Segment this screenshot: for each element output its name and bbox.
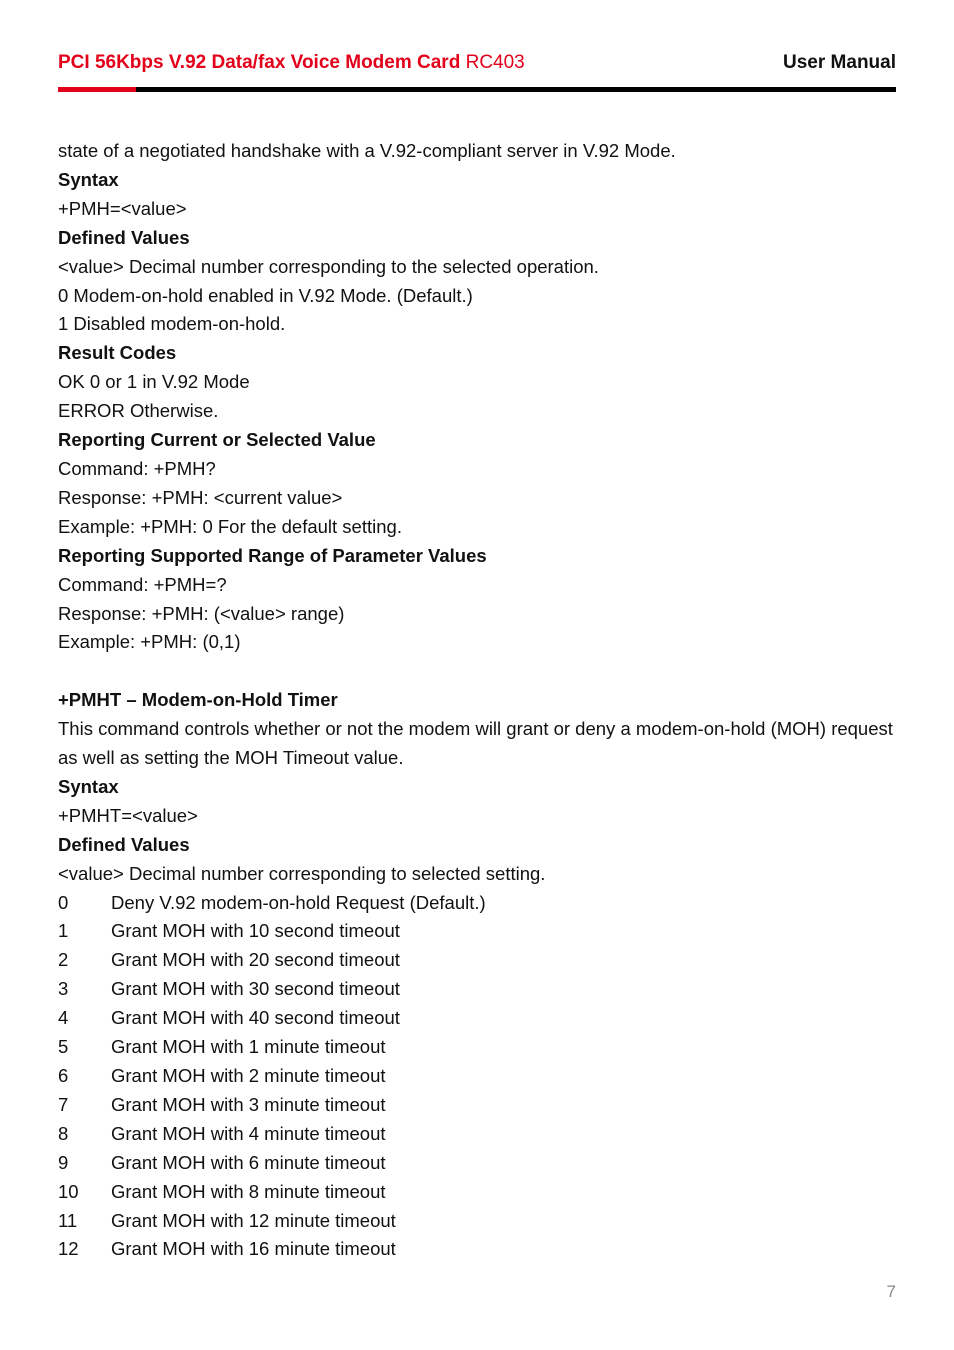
pmh-syntax-heading: Syntax xyxy=(58,168,119,190)
value-number: 12 xyxy=(58,1238,79,1260)
pmht-syntax-heading: Syntax xyxy=(58,775,119,797)
value-number: 8 xyxy=(58,1122,69,1144)
section-spacer xyxy=(58,657,896,686)
value-description: Grant MOH with 40 second timeout xyxy=(111,1007,400,1029)
list-item xyxy=(58,1004,896,1033)
pmht-defined-heading: Defined Values xyxy=(58,833,190,855)
pmh-current-line: Example: +PMH: 0 For the default setting. xyxy=(58,515,402,537)
pmh-defined-heading: Defined Values xyxy=(58,226,190,248)
document-title xyxy=(58,52,525,74)
list-item xyxy=(58,1235,896,1264)
list-item xyxy=(58,1178,896,1207)
page-content xyxy=(58,137,896,1264)
list-item xyxy=(58,1091,896,1120)
value-number: 4 xyxy=(58,1007,69,1029)
pmh-result-line: OK 0 or 1 in V.92 Mode xyxy=(58,371,250,393)
pmht-description: This command controls whether or not the modem will grant or deny a modem-on-hold (MOH) request as well as setting the MOH Timeout value. xyxy=(58,718,893,769)
header-rule-accent xyxy=(58,87,136,92)
value-number: 2 xyxy=(58,949,69,971)
value-description: Grant MOH with 16 minute timeout xyxy=(111,1238,396,1260)
pmht-heading: +PMHT – Modem-on-Hold Timer xyxy=(58,689,338,711)
value-number: 3 xyxy=(58,978,69,1000)
value-description: Grant MOH with 8 minute timeout xyxy=(111,1180,386,1202)
pmh-defined-line: <value> Decimal number corresponding to the selected operation. xyxy=(58,255,599,277)
list-item xyxy=(58,1033,896,1062)
page-header xyxy=(58,52,896,76)
pmh-intro: state of a negotiated handshake with a V.92-compliant server in V.92 Mode. xyxy=(58,140,676,161)
pmh-current-line: Command: +PMH? xyxy=(58,457,216,479)
value-description: Deny V.92 modem-on-hold Request (Default.) xyxy=(111,891,486,913)
pmht-defined-intro: <value> Decimal number corresponding to selected setting. xyxy=(58,862,546,884)
pmht-syntax: +PMHT=<value> xyxy=(58,804,198,826)
value-description: Grant MOH with 4 minute timeout xyxy=(111,1122,386,1144)
value-description: Grant MOH with 6 minute timeout xyxy=(111,1151,386,1173)
header-rule xyxy=(136,87,896,92)
list-item xyxy=(58,975,896,1004)
value-description: Grant MOH with 20 second timeout xyxy=(111,949,400,971)
pmh-syntax: +PMH=<value> xyxy=(58,197,187,219)
list-item xyxy=(58,1062,896,1091)
value-number: 5 xyxy=(58,1036,69,1058)
value-number: 1 xyxy=(58,920,69,942)
document-type: User Manual xyxy=(783,52,896,73)
list-item xyxy=(58,1207,896,1236)
pmh-range-line: Response: +PMH: (<value> range) xyxy=(58,602,345,624)
value-number: 0 xyxy=(58,891,69,913)
page-number: 7 xyxy=(886,1282,896,1301)
pmh-defined-line: 1 Disabled modem-on-hold. xyxy=(58,313,286,335)
value-description: Grant MOH with 3 minute timeout xyxy=(111,1093,386,1115)
value-description: Grant MOH with 1 minute timeout xyxy=(111,1036,386,1058)
value-number: 7 xyxy=(58,1093,69,1115)
pmh-range-line: Command: +PMH=? xyxy=(58,573,227,595)
pmh-current-heading: Reporting Current or Selected Value xyxy=(58,429,376,451)
list-item xyxy=(58,889,896,918)
pmh-result-heading: Result Codes xyxy=(58,342,177,364)
list-item xyxy=(58,917,896,946)
value-number: 11 xyxy=(58,1209,78,1231)
value-number: 10 xyxy=(58,1180,79,1202)
pmh-result-line: ERROR Otherwise. xyxy=(58,400,219,422)
pmh-range-heading: Reporting Supported Range of Parameter Values xyxy=(58,544,487,566)
pmh-current-line: Response: +PMH: <current value> xyxy=(58,486,343,508)
value-number: 9 xyxy=(58,1151,69,1173)
list-item xyxy=(58,1120,896,1149)
value-description: Grant MOH with 2 minute timeout xyxy=(111,1064,386,1086)
model-number: RC403 xyxy=(465,52,525,73)
product-name: PCI 56Kbps V.92 Data/fax Voice Modem Card xyxy=(58,52,461,73)
list-item xyxy=(58,946,896,975)
value-description: Grant MOH with 12 minute timeout xyxy=(111,1209,396,1231)
list-item xyxy=(58,1149,896,1178)
value-number: 6 xyxy=(58,1064,69,1086)
pmht-values-list xyxy=(58,889,896,1265)
value-description: Grant MOH with 10 second timeout xyxy=(111,920,400,942)
value-description: Grant MOH with 30 second timeout xyxy=(111,978,400,1000)
pmh-defined-line: 0 Modem-on-hold enabled in V.92 Mode. (Default.) xyxy=(58,284,473,306)
pmh-range-line: Example: +PMH: (0,1) xyxy=(58,631,241,653)
